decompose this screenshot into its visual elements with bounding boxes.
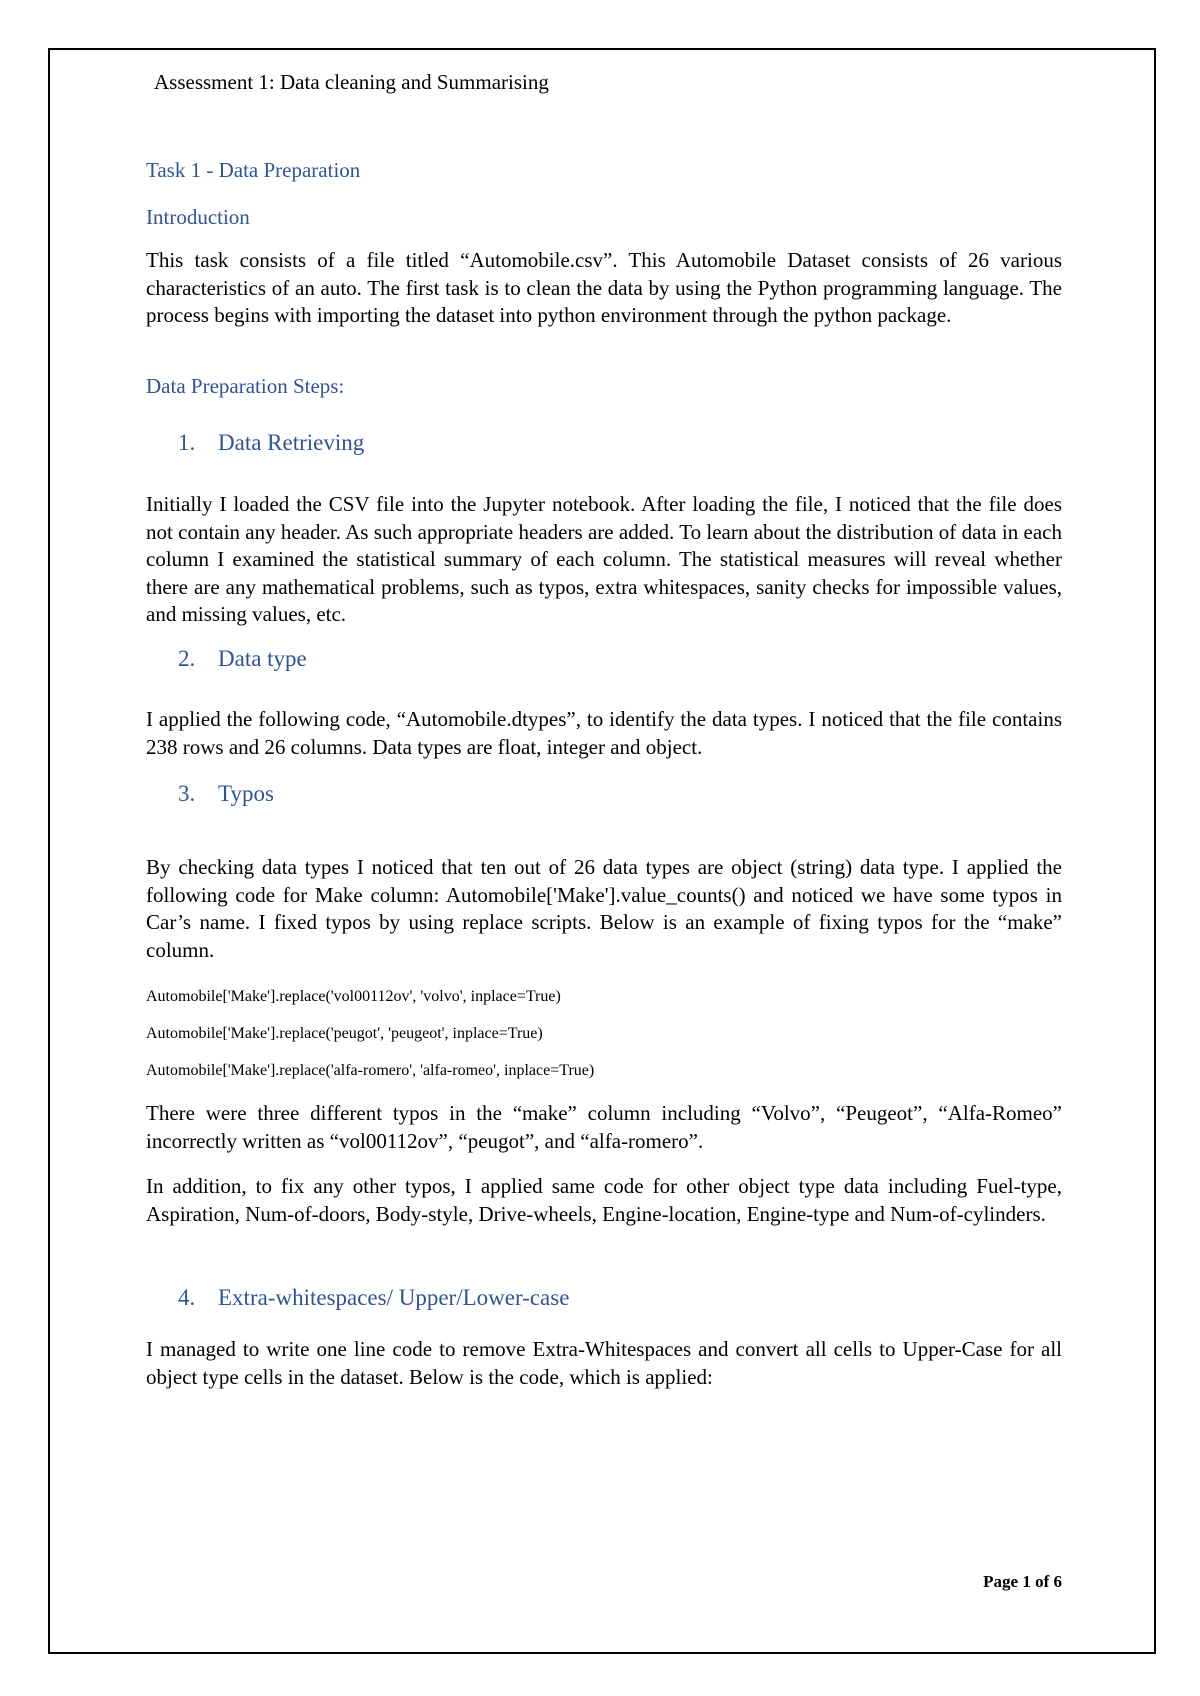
section-paragraph: I applied the following code, “Automobile.dtypes”, to identify the data types. I noticed that the file contains 238 rows and 26 columns. Data types are float, integer and object. bbox=[146, 707, 1062, 759]
section-paragraph: I managed to write one line code to remove Extra-Whitespaces and convert all cells to Upper-Case for all object type cells in the dataset. Below is the code, which is applied: bbox=[146, 1337, 1062, 1389]
page-number: Page 1 of 6 bbox=[983, 1572, 1062, 1591]
steps-heading: Data Preparation Steps: bbox=[146, 374, 345, 398]
intro-heading: Introduction bbox=[146, 205, 250, 229]
section-title: Data Retrieving bbox=[218, 430, 365, 455]
section-paragraph: There were three different typos in the “make” column including “Volvo”, “Peugeot”, “Alfa-Romeo” incorrectly written as “vol00112ov”, “peugot”, and “alfa-romero”. bbox=[146, 1101, 1062, 1153]
document-header: Assessment 1: Data cleaning and Summarising bbox=[154, 70, 549, 94]
intro-paragraph: This task consists of a file titled “Automobile.csv”. This Automobile Dataset consists of 26 various characteristics of an auto. The first task is to clean the data by using the Python programming language. The process begins with importing the dataset into python environment through the python package. bbox=[146, 248, 1062, 327]
section-title: Data type bbox=[218, 646, 307, 671]
code-line: Automobile['Make'].replace('vol00112ov', 'volvo', inplace=True) bbox=[146, 988, 561, 1005]
section-heading-extra-whitespaces bbox=[178, 1285, 569, 1311]
section-title: Extra-whitespaces/ Upper/Lower-case bbox=[218, 1285, 570, 1310]
section-number: 3. bbox=[178, 781, 196, 806]
section-number: 1. bbox=[178, 430, 196, 455]
code-line: Automobile['Make'].replace('peugot', 'peugeot', inplace=True) bbox=[146, 1025, 543, 1042]
section-title: Typos bbox=[218, 781, 274, 806]
section-paragraph: By checking data types I noticed that ten out of 26 data types are object (string) data type. I applied the following code for Make column: Automobile['Make'].value_counts() and noticed we have some typos in Car’s name. I fixed typos by using replace scripts. Below is an example of fixing typos for the “make” column. bbox=[146, 855, 1062, 962]
section-heading-data-type bbox=[178, 646, 307, 672]
section-number: 4. bbox=[178, 1285, 196, 1310]
section-heading-data-retrieving bbox=[178, 430, 364, 456]
code-line: Automobile['Make'].replace('alfa-romero', 'alfa-romeo', inplace=True) bbox=[146, 1062, 595, 1079]
section-number: 2. bbox=[178, 646, 196, 671]
section-paragraph: Initially I loaded the CSV file into the Jupyter notebook. After loading the file, I noticed that the file does not contain any header. As such appropriate headers are added. To learn about the distribution of data in each column I examined the statistical summary of each column. The statistical measures will reveal whether there are any mathematical problems, such as typos, extra whitespaces, sanity checks for impossible values, and missing values, etc. bbox=[146, 492, 1062, 626]
section-paragraph: In addition, to fix any other typos, I applied same code for other object type data including Fuel-type, Aspiration, Num-of-doors, Body-style, Drive-wheels, Engine-location, Engine-type and Num-of-cylinders. bbox=[146, 1174, 1062, 1226]
task-title: Task 1 - Data Preparation bbox=[146, 158, 361, 182]
section-heading-typos bbox=[178, 781, 274, 807]
